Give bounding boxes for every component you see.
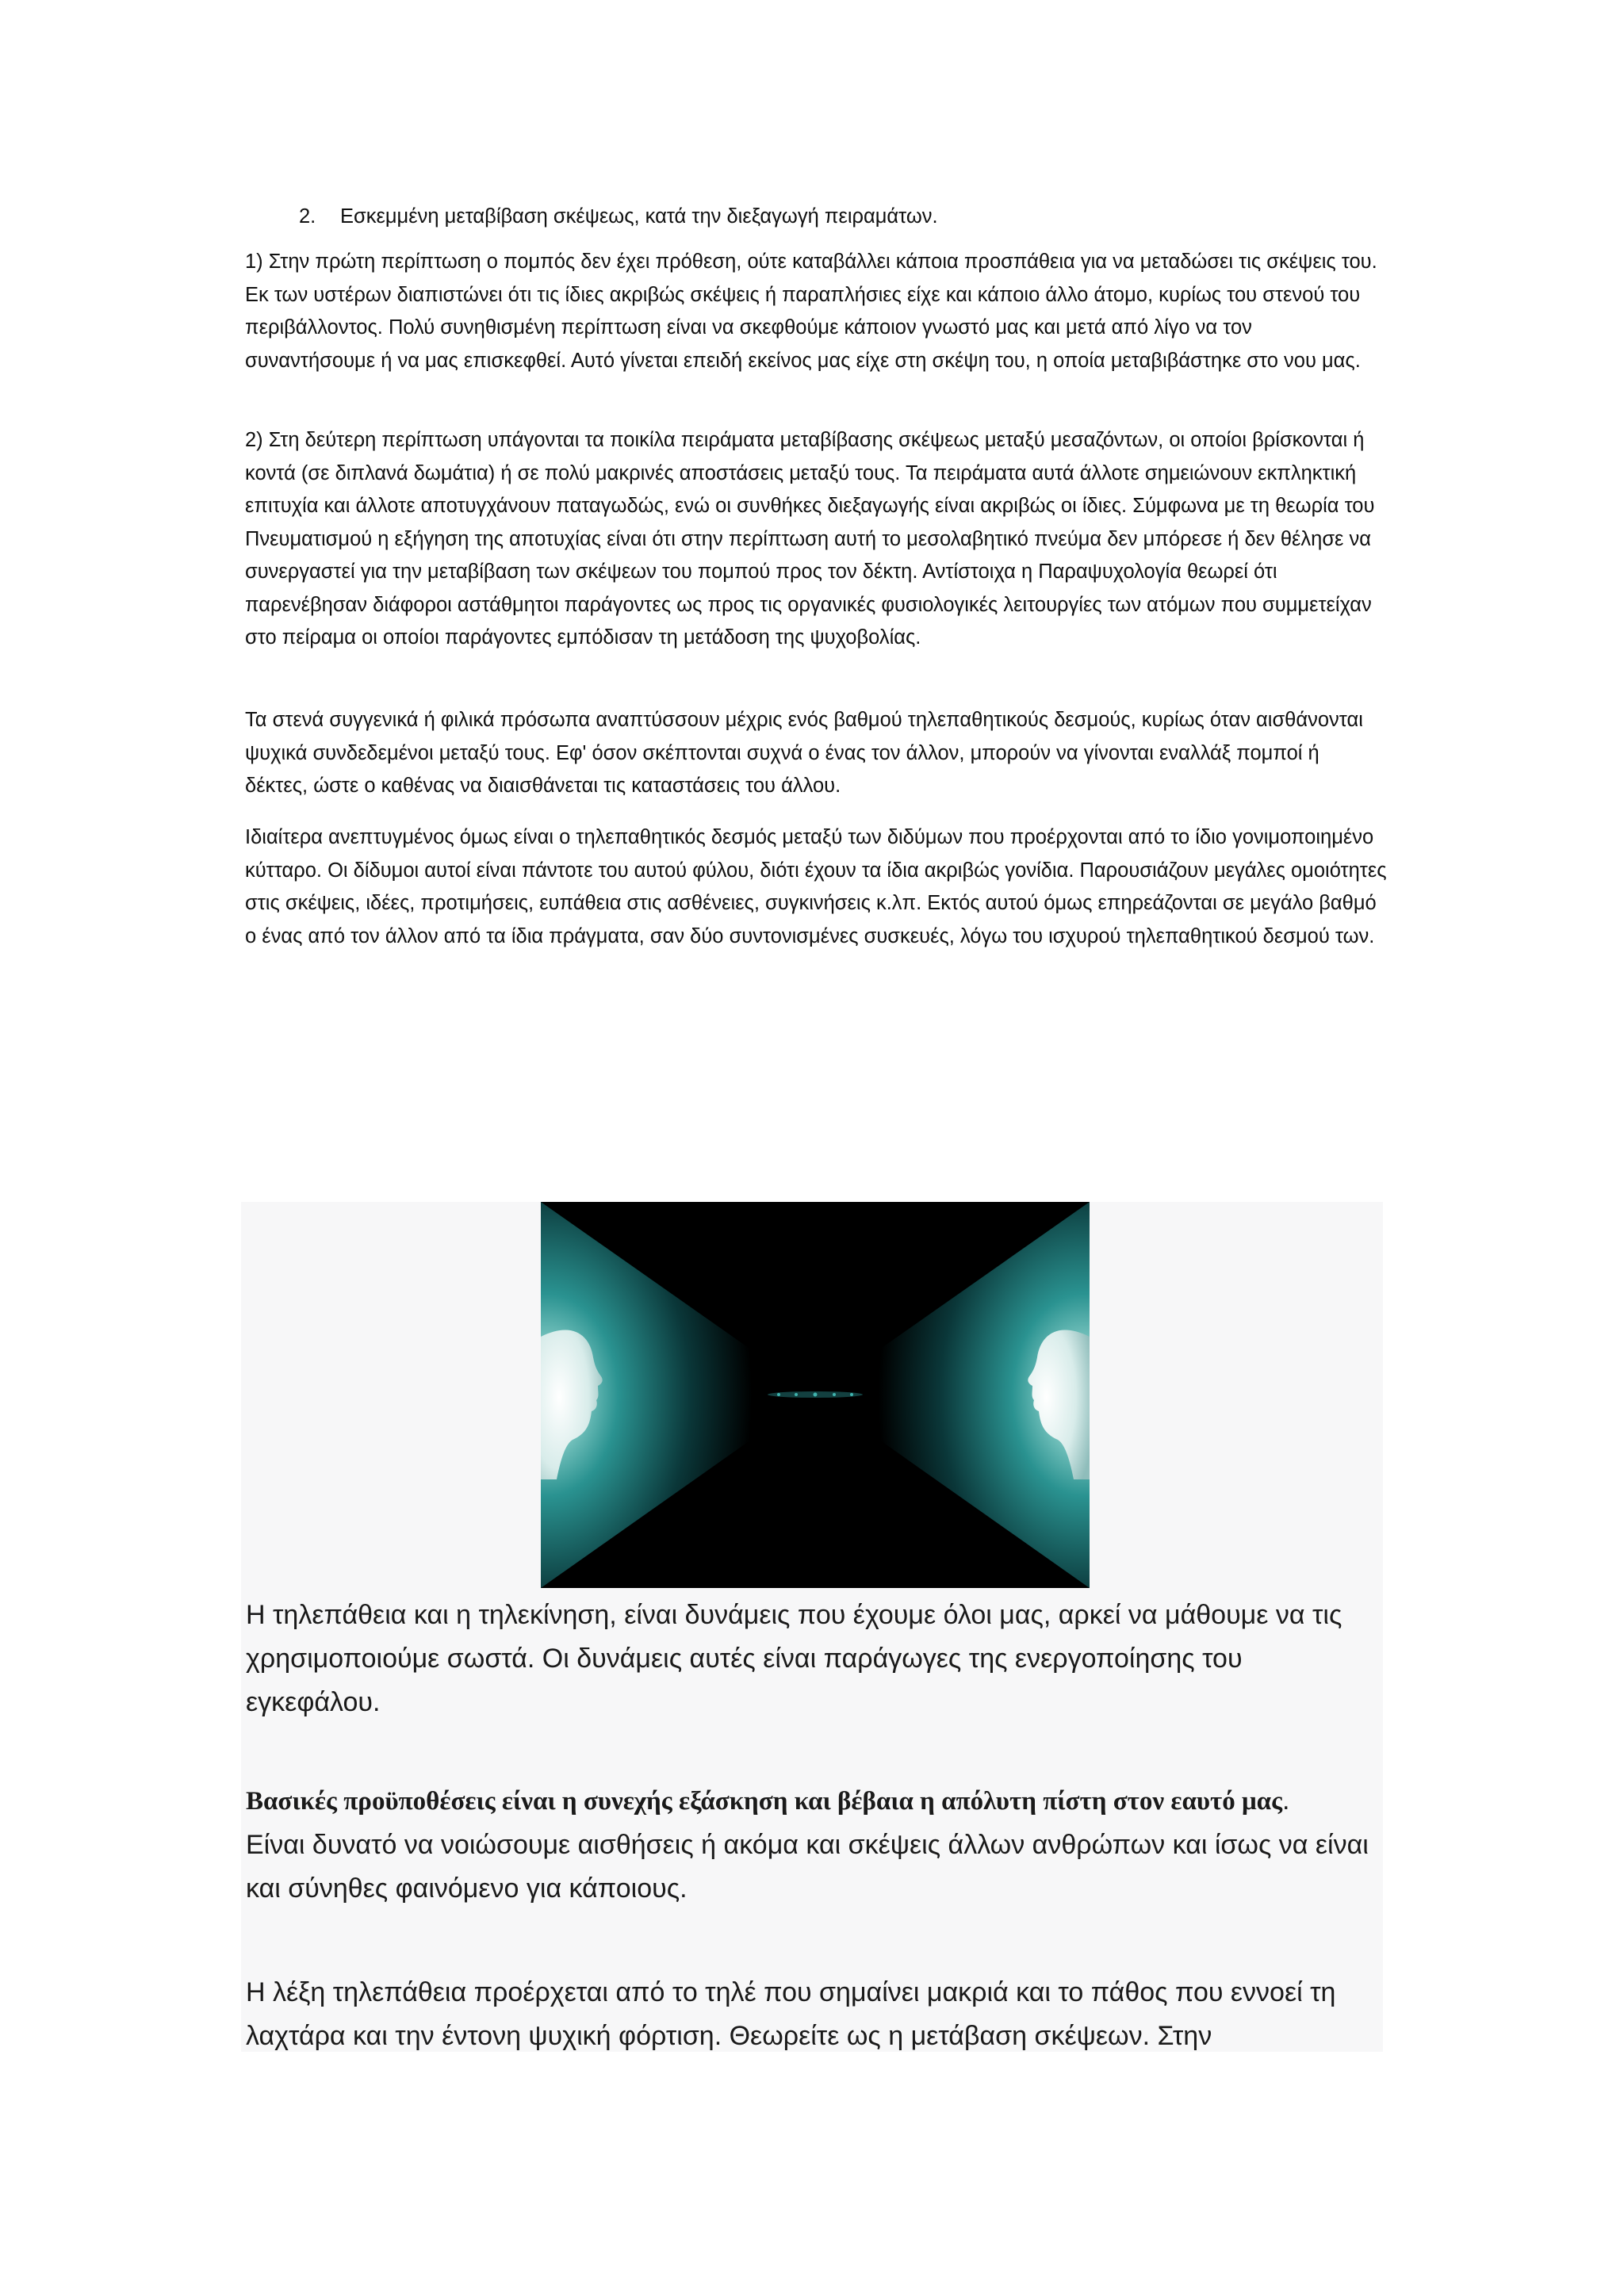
paragraph-relatives: Τα στενά συγγενικά ή φιλικά πρόσωπα αναπτύσσουν μέχρις ενός βαθμού τηλεπαθητικούς δεσμούς, κυρίως όταν αισθάνονται ψυχικά συνδεδεμένοι μεταξύ τους. Εφ' όσον σκέπτονται συχνά ο ένας τον άλλον, μπορούν να γίνονται εναλλάξ πομποί ή δέκτες, ώστε ο καθένας να διαισθάνεται τις καταστάσεις του άλλου. xyxy=(245,709,1363,797)
prerequisites-bold-text: Βασικές προϋποθέσεις είναι η συνεχής εξάσκηση και βέβαια η απόλυτη πίστη στον εαυτό μας xyxy=(246,1787,1283,1816)
highlighted-section xyxy=(241,1202,1383,2052)
telepathy-intro-paragraph: Η τηλεπάθεια και η τηλεκίνηση, είναι δυνάμεις που έχουμε όλοι μας, αρκεί να μάθουμε να τις χρησιμοποιούμε σωστά. Οι δυνάμεις αυτές είναι παράγωγες της ενεργοποίησης του εγκεφάλου. xyxy=(246,1600,1342,1717)
paragraph-second-case: 2) Στη δεύτερη περίπτωση υπάγονται τα ποικίλα πειράματα μεταβίβασης σκέψεως μεταξύ μεσαζόντων, οι οποίοι βρίσκονται ή κοντά (σε διπλανά δωμάτια) ή σε πολύ μακρινές αποστάσεις μεταξύ τους. Τα πειράματα αυτά άλλοτε σημειώνουν εκπληκτική επιτυχία και άλλοτε αποτυγχάνουν παταγωδώς, ενώ οι συνθήκες διεξαγωγής είναι ακριβώς οι ίδιες. Σύμφωνα με τη θεωρία του Πνευματισμού η εξήγηση της αποτυχίας είναι ότι στην περίπτωση αυτή το μεσολαβητικό πνεύμα δεν μπόρεσε ή δεν θέλησε να συνεργαστεί για την μεταβίβαση των σκέψεων του πομπού προς τον δέκτη. Αντίστοιχα η Παραψυχολογία θεωρεί ότι παρενέβησαν διάφοροι αστάθμητοι παράγοντες ως προς τις οργανικές φυσιολογικές λειτουργίες των ατόμων που συμμετείχαν στο πείραμα οι οποίοι παράγοντες εμπόδισαν τη μετάδοση της ψυχοβολίας. xyxy=(245,429,1375,649)
etymology-paragraph: Η λέξη τηλεπάθεια προέρχεται από το τηλέ που σημαίνει μακριά και το πάθος που εννοεί τη λαχτάρα και την έντονη ψυχική φόρτιση. Θεωρείτε ως η μετάβαση σκέψεων. Στην xyxy=(246,1977,1336,2051)
paragraph-first-case: 1) Στην πρώτη περίπτωση ο πομπός δεν έχει πρόθεση, ούτε καταβάλλει κάποια προσπάθεια για να μεταδώσει τις σκέψεις του. Εκ των υστέρων διαπιστώνει ότι τις ίδιες ακριβώς σκέψεις ή παραπλήσιες είχε και κάποιο άλλο άτομο, κυρίως του στενού του περιβάλλοντος. Πολύ συνηθισμένη περίπτωση είναι να σκεφθούμε κάποιον γνωστό μας και μετά από λίγο να τον συναντήσουμε ή να μας επισκεφθεί. Αυτό γίνεται επειδή εκείνος μας είχε στη σκέψη του, η οποία μεταβιβάστηκε στο νου μας. xyxy=(245,251,1377,372)
numbered-list-item xyxy=(299,201,1330,232)
two-faces-illustration xyxy=(541,1202,1090,1588)
prerequisites-rest-text: Είναι δυνατό να νοιώσουμε αισθήσεις ή ακόμα και σκέψεις άλλων ανθρώπων και ίσως να είναι και σύνηθες φαινόμενο για κάποιους. xyxy=(246,1830,1369,1904)
paragraph-twins: Ιδιαίτερα ανεπτυγμένος όμως είναι ο τηλεπαθητικός δεσμός μεταξύ των διδύμων που προέρχονται από το ίδιο γονιμοποιημένο κύτταρο. Οι δίδυμοι αυτοί είναι πάντοτε του αυτού φύλου, διότι έχουν τα ίδια ακριβώς γονίδια. Παρουσιάζουν μεγάλες ομοιότητες στις σκέψεις, ιδέες, προτιμήσεις, ευπάθεια στις ασθένειες, συγκινήσεις κ.λπ. Εκτός αυτού όμως επηρεάζονται σε μεγάλο βαθμό ο ένας από τον άλλον από τα ίδια πράγματα, σαν δύο συντονισμένες συσκευές, λόγω του ισχυρού τηλεπαθητικού δεσμού των. xyxy=(245,826,1387,947)
list-number: 2. xyxy=(299,205,316,228)
prerequisites-period: . xyxy=(1282,1785,1290,1816)
list-item-text: Εσκεμμένη μεταβίβαση σκέψεως, κατά την διεξαγωγή πειραμάτων. xyxy=(340,205,938,228)
prerequisites-paragraph xyxy=(246,1779,1372,1911)
telepathy-image xyxy=(541,1202,1090,1588)
